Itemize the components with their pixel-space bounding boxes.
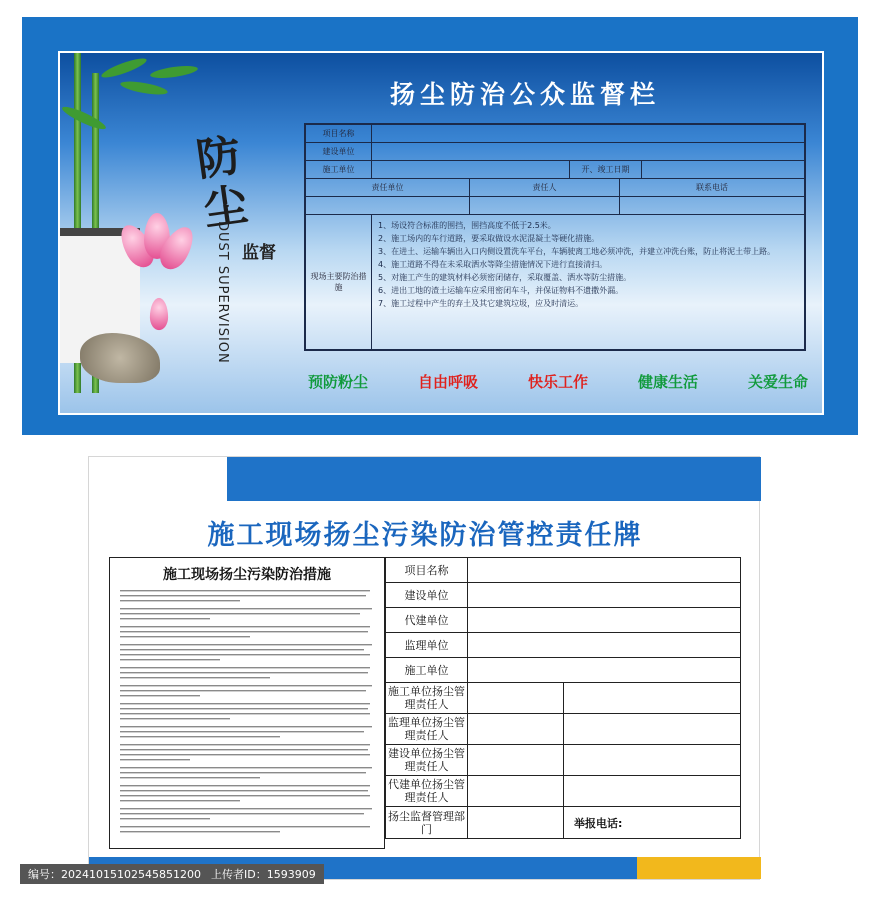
row-value xyxy=(468,608,740,632)
row-label: 施工单位扬尘管理责任人 xyxy=(386,683,468,713)
row-value xyxy=(564,745,740,775)
row-label: 监理单位 xyxy=(386,633,468,657)
table-row xyxy=(386,807,740,838)
cell-value xyxy=(620,197,804,214)
row-value xyxy=(564,714,740,744)
bamboo-leaf xyxy=(150,64,199,81)
table-row xyxy=(386,776,740,807)
measures-row xyxy=(306,215,804,349)
row-value xyxy=(468,658,740,682)
row-label: 监理单位扬尘管理责任人 xyxy=(386,714,468,744)
row-value xyxy=(468,683,564,713)
bamboo-leaf xyxy=(119,79,168,97)
board1-title: 扬尘防治公众监督栏 xyxy=(390,80,661,109)
responsibility-board xyxy=(88,456,760,880)
measure-item: 5、对施工产生的建筑材料必须密闭储存，采取覆盖、洒水等防尘措施。 xyxy=(378,273,632,282)
board1-panel xyxy=(58,51,824,415)
jiandu-text: 监督 xyxy=(242,243,276,263)
measure-item: 4、施工道路不得在未采取洒水等降尘措施情况下进行直接清扫。 xyxy=(378,260,608,269)
board2-title: 施工现场扬尘污染防治管控责任牌 xyxy=(207,520,643,551)
magnolia-petal xyxy=(150,298,168,330)
cell-value xyxy=(372,143,804,160)
row-label: 代建单位 xyxy=(386,608,468,632)
cell-label: 项目名称 xyxy=(306,125,372,142)
table-row xyxy=(306,197,804,215)
row-label: 建设单位扬尘管理责任人 xyxy=(386,745,468,775)
table-row xyxy=(386,558,740,583)
slogan: 关爱生命 xyxy=(747,373,808,391)
cell-label: 建设单位 xyxy=(306,143,372,160)
measure-item: 6、进出工地的渣土运输车应采用密闭车斗，并保证物料不遗撒外漏。 xyxy=(378,286,624,295)
cell-value xyxy=(642,161,804,178)
table-row xyxy=(386,658,740,683)
measures-label: 现场主要防治措施 xyxy=(306,215,372,349)
slogan: 健康生活 xyxy=(637,373,698,391)
table-row xyxy=(306,143,804,161)
board1-info-table xyxy=(304,123,806,351)
dust-supervision-board xyxy=(22,17,858,435)
cell-label: 责任人 xyxy=(470,179,620,196)
row-label: 项目名称 xyxy=(386,558,468,582)
measures-list xyxy=(372,215,804,349)
cell-value xyxy=(306,197,470,214)
row-value xyxy=(564,776,740,806)
row-label: 施工单位 xyxy=(386,658,468,682)
slogan: 快乐工作 xyxy=(527,373,588,391)
table-row xyxy=(306,179,804,197)
measures-panel xyxy=(109,557,385,849)
rock xyxy=(80,333,160,383)
table-row xyxy=(386,683,740,714)
cell-label: 责任单位 xyxy=(306,179,470,196)
measure-item: 2、施工场内的车行道路，要采取做设水泥混凝土等硬化措施。 xyxy=(378,234,600,243)
responsibility-table xyxy=(385,557,741,839)
row-value xyxy=(468,745,564,775)
cell-label: 开、竣工日期 xyxy=(570,161,642,178)
top-blue-bar xyxy=(227,457,761,501)
measure-item: 3、在进土、运输车辆出入口内侧设置洗车平台，车辆驶离工地必须冲洗，并建立冲洗台账，防止将泥土带上路。 xyxy=(378,247,776,256)
table-row xyxy=(386,608,740,633)
cell-value xyxy=(372,161,570,178)
image-id: 编号：20241015102545851200 xyxy=(28,868,201,881)
cell-label: 施工单位 xyxy=(306,161,372,178)
bamboo-leaf xyxy=(100,55,149,81)
dust-supervision-text: DUST SUPERVISION xyxy=(215,221,230,364)
cell-value xyxy=(372,125,804,142)
table-row xyxy=(386,745,740,776)
row-label: 建设单位 xyxy=(386,583,468,607)
table-row xyxy=(386,633,740,658)
bottom-yellow-bar xyxy=(637,857,761,879)
table-row xyxy=(306,161,804,179)
measures-panel-title: 施工现场扬尘污染防治措施 xyxy=(163,567,331,583)
row-label: 扬尘监督管理部门 xyxy=(386,807,468,838)
table-row xyxy=(386,714,740,745)
row-label: 代建单位扬尘管理责任人 xyxy=(386,776,468,806)
uploader-id: 上传者ID：1593909 xyxy=(210,868,316,881)
fine-print-lines xyxy=(110,588,384,841)
calligraphy-text: 防尘 xyxy=(193,129,251,237)
footer-bar xyxy=(20,864,324,884)
row-value xyxy=(468,633,740,657)
row-value xyxy=(468,807,564,838)
table-row xyxy=(386,583,740,608)
row-value xyxy=(564,683,740,713)
row-value xyxy=(468,776,564,806)
row-value xyxy=(468,558,740,582)
slogan-row xyxy=(308,371,808,392)
slogan: 预防粉尘 xyxy=(308,373,369,391)
row-value xyxy=(468,583,740,607)
fine-print-lines-graphic xyxy=(120,588,376,838)
measure-item: 7、施工过程中产生的弃土及其它建筑垃圾，应及时清运。 xyxy=(378,299,584,308)
row-value xyxy=(468,714,564,744)
bamboo-leaf xyxy=(60,103,108,132)
table-row xyxy=(306,125,804,143)
measure-item: 1、场设符合标准的围挡，围挡高度不低于2.5米。 xyxy=(378,221,556,230)
cell-label: 联系电话 xyxy=(696,183,728,192)
report-phone: 举报电话: xyxy=(574,816,623,830)
slogan: 自由呼吸 xyxy=(417,373,478,391)
cell-value xyxy=(470,197,620,214)
